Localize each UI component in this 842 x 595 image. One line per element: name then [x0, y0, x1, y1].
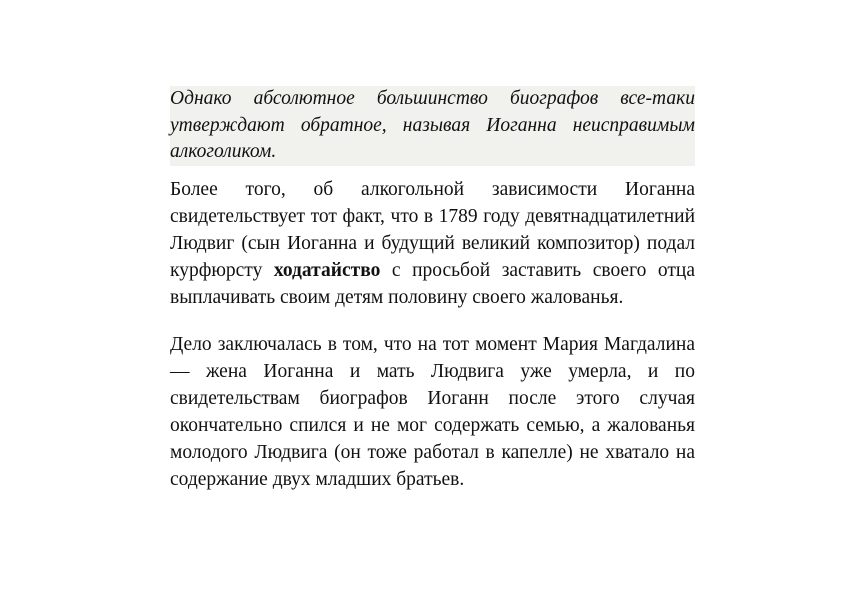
highlighted-quote: Однако абсолютное большинство биографов все-таки утверждают обратное, называя Иоганна неисправимым алкоголиком.	[170, 86, 695, 166]
paragraph-1-bold-term: ходатайство	[273, 259, 381, 281]
paragraph-2: Дело заключалась в том, что на тот момент Мария Магдалина — жена Иоганна и мать Людвига уже умерла, и по свидетельствам биографов Иоганн после этого случая окончательно спился и не мог содержать семью, а жалованья молодого Людвига (он тоже работал в капелле) не хватало на содержание двух младших братьев.	[170, 333, 695, 490]
paragraph-1	[170, 176, 695, 311]
paragraph-1-text-after: с просьбой заставить своего отца выплачивать своим детям половину своего жалованья.	[170, 259, 695, 308]
document-page	[170, 86, 695, 513]
paragraph-1-text-before: Более того, об алкогольной зависимости Иоганна свидетельствует тот факт, что в 1789 году девятнадцатилетний Людвиг (сын Иоганна и будущий великий композитор) подал курфюрсту	[170, 178, 695, 281]
